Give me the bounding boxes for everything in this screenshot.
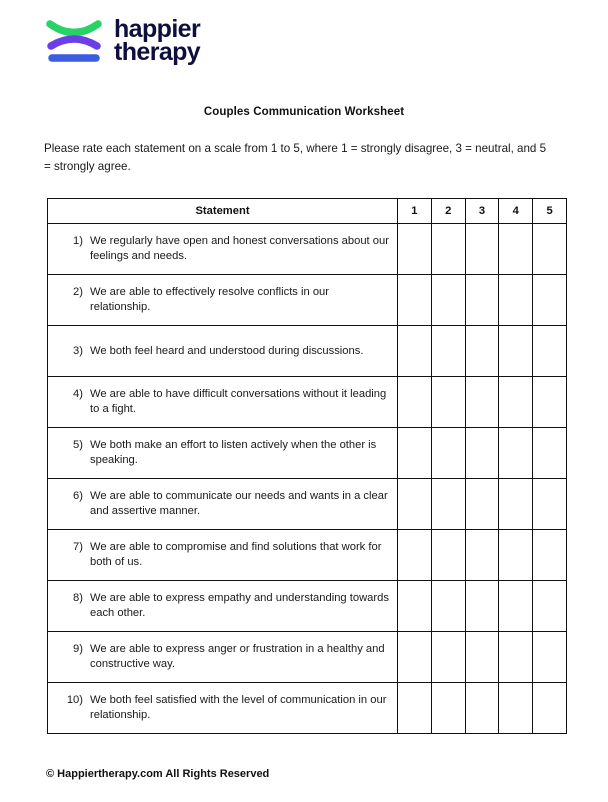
table-header-row xyxy=(48,199,567,224)
instructions-text: Please rate each statement on a scale from 1 to 5, where 1 = strongly disagree, 3 = neutral, and 5 = strongly agree. xyxy=(44,142,547,173)
statement-number: 3) xyxy=(73,344,83,357)
statement-cell xyxy=(48,479,398,530)
footer-copyright: © Happiertherapy.com All Rights Reserved xyxy=(46,768,270,780)
statement-cell xyxy=(48,224,398,275)
rating-checkbox-cell-2[interactable] xyxy=(431,275,465,326)
statement-text: We are able to express anger or frustration in a healthy and constructive way. xyxy=(90,643,385,670)
rating-checkbox-cell-4[interactable] xyxy=(499,326,533,377)
statement-text: We are able to express empathy and understanding towards each other. xyxy=(90,592,389,619)
rating-checkbox-cell-2[interactable] xyxy=(431,581,465,632)
statement-text: We both feel satisfied with the level of communication in our relationship. xyxy=(90,694,387,721)
table-row xyxy=(48,581,567,632)
rating-checkbox-cell-4[interactable] xyxy=(499,530,533,581)
statement-number: 2) xyxy=(73,286,83,299)
table-row xyxy=(48,632,567,683)
rating-checkbox-cell-5[interactable] xyxy=(533,224,567,275)
rating-checkbox-cell-4[interactable] xyxy=(499,581,533,632)
column-header-rating-3: 3 xyxy=(465,199,499,224)
rating-checkbox-cell-3[interactable] xyxy=(465,530,499,581)
brand-wordmark-line-1: happier xyxy=(114,15,201,43)
rating-checkbox-cell-3[interactable] xyxy=(465,326,499,377)
rating-checkbox-cell-1[interactable] xyxy=(398,530,432,581)
rating-checkbox-cell-1[interactable] xyxy=(398,479,432,530)
statement-cell xyxy=(48,530,398,581)
rating-checkbox-cell-2[interactable] xyxy=(431,632,465,683)
statement-cell xyxy=(48,428,398,479)
rating-checkbox-cell-3[interactable] xyxy=(465,275,499,326)
rating-checkbox-cell-1[interactable] xyxy=(398,326,432,377)
brand-logo xyxy=(46,15,201,66)
rating-checkbox-cell-5[interactable] xyxy=(533,479,567,530)
rating-checkbox-cell-5[interactable] xyxy=(533,428,567,479)
rating-checkbox-cell-3[interactable] xyxy=(465,683,499,734)
rating-checkbox-cell-3[interactable] xyxy=(465,479,499,530)
rating-checkbox-cell-1[interactable] xyxy=(398,377,432,428)
rating-checkbox-cell-5[interactable] xyxy=(533,530,567,581)
rating-checkbox-cell-1[interactable] xyxy=(398,581,432,632)
rating-checkbox-cell-2[interactable] xyxy=(431,428,465,479)
rating-checkbox-cell-4[interactable] xyxy=(499,275,533,326)
statement-text: We both make an effort to listen actively when the other is speaking. xyxy=(90,439,377,466)
statement-cell xyxy=(48,581,398,632)
rating-checkbox-cell-3[interactable] xyxy=(465,224,499,275)
rating-checkbox-cell-4[interactable] xyxy=(499,479,533,530)
rating-checkbox-cell-3[interactable] xyxy=(465,377,499,428)
rating-checkbox-cell-2[interactable] xyxy=(431,377,465,428)
column-header-rating-1: 1 xyxy=(398,199,432,224)
brand-wordmark-line-2: therapy xyxy=(114,38,201,66)
rating-checkbox-cell-5[interactable] xyxy=(533,683,567,734)
rating-checkbox-cell-4[interactable] xyxy=(499,632,533,683)
rating-checkbox-cell-5[interactable] xyxy=(533,632,567,683)
table-row xyxy=(48,683,567,734)
table-row xyxy=(48,224,567,275)
statement-text: We are able to effectively resolve conflicts in our relationship. xyxy=(90,286,329,313)
statement-text: We regularly have open and honest conversations about our feelings and needs. xyxy=(90,235,389,262)
rating-checkbox-cell-5[interactable] xyxy=(533,581,567,632)
statement-text: We are able to compromise and find solutions that work for both of us. xyxy=(90,541,382,568)
column-header-rating-2: 2 xyxy=(431,199,465,224)
rating-checkbox-cell-2[interactable] xyxy=(431,530,465,581)
rating-checkbox-cell-2[interactable] xyxy=(431,224,465,275)
statement-text: We both feel heard and understood during discussions. xyxy=(90,344,364,357)
rating-checkbox-cell-4[interactable] xyxy=(499,683,533,734)
rating-checkbox-cell-1[interactable] xyxy=(398,632,432,683)
table-row xyxy=(48,275,567,326)
statement-number: 5) xyxy=(73,439,83,452)
page-title: Couples Communication Worksheet xyxy=(203,106,405,118)
rating-table xyxy=(47,198,567,734)
rating-checkbox-cell-3[interactable] xyxy=(465,428,499,479)
statement-cell xyxy=(48,632,398,683)
happier-therapy-logo-mark-icon xyxy=(46,19,102,63)
rating-checkbox-cell-2[interactable] xyxy=(431,326,465,377)
table-row xyxy=(48,479,567,530)
rating-checkbox-cell-1[interactable] xyxy=(398,428,432,479)
rating-checkbox-cell-2[interactable] xyxy=(431,683,465,734)
column-header-rating-4: 4 xyxy=(499,199,533,224)
statement-cell xyxy=(48,326,398,377)
statement-text: We are able to have difficult conversations without it leading to a fight. xyxy=(90,388,387,415)
statement-cell xyxy=(48,377,398,428)
statement-number: 6) xyxy=(73,490,83,503)
rating-checkbox-cell-3[interactable] xyxy=(465,581,499,632)
rating-checkbox-cell-1[interactable] xyxy=(398,275,432,326)
table-row xyxy=(48,428,567,479)
rating-checkbox-cell-4[interactable] xyxy=(499,428,533,479)
table-row xyxy=(48,530,567,581)
statement-number: 8) xyxy=(73,592,83,605)
brand-wordmark xyxy=(114,15,201,66)
rating-checkbox-cell-2[interactable] xyxy=(431,479,465,530)
statement-cell xyxy=(48,683,398,734)
rating-checkbox-cell-4[interactable] xyxy=(499,224,533,275)
table-row xyxy=(48,326,567,377)
statement-cell xyxy=(48,275,398,326)
rating-checkbox-cell-1[interactable] xyxy=(398,683,432,734)
rating-checkbox-cell-3[interactable] xyxy=(465,632,499,683)
rating-checkbox-cell-5[interactable] xyxy=(533,275,567,326)
rating-checkbox-cell-5[interactable] xyxy=(533,326,567,377)
table-header xyxy=(48,199,567,224)
rating-checkbox-cell-4[interactable] xyxy=(499,377,533,428)
table-row xyxy=(48,377,567,428)
statement-number: 9) xyxy=(73,643,83,656)
statement-text: We are able to communicate our needs and wants in a clear and assertive manner. xyxy=(90,490,388,517)
statement-number: 10) xyxy=(66,694,83,707)
rating-checkbox-cell-5[interactable] xyxy=(533,377,567,428)
column-header-statement: Statement xyxy=(48,199,398,224)
rating-checkbox-cell-1[interactable] xyxy=(398,224,432,275)
table-body xyxy=(48,224,567,734)
statement-number: 7) xyxy=(73,541,83,554)
statement-number: 4) xyxy=(73,388,83,401)
statement-number: 1) xyxy=(73,235,83,248)
column-header-rating-5: 5 xyxy=(533,199,567,224)
